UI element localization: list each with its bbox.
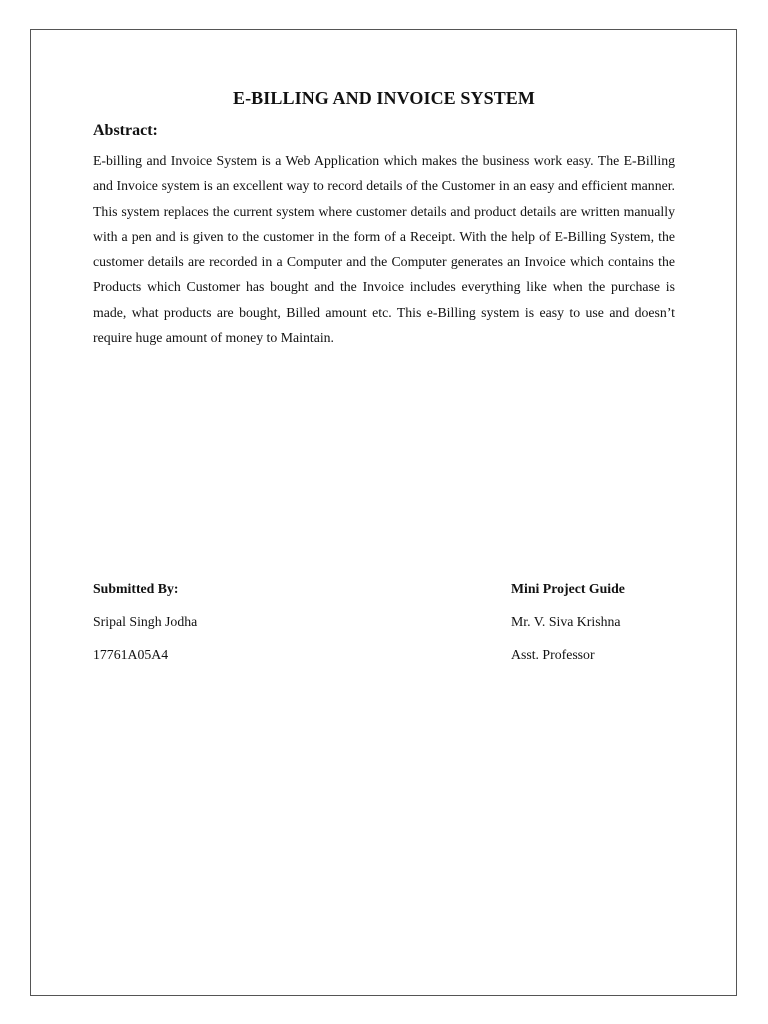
submitted-by-block bbox=[93, 578, 197, 677]
roll-number: 17761A05A4 bbox=[93, 647, 169, 662]
submitted-by-heading: Submitted By: bbox=[93, 581, 179, 596]
guide-designation: Asst. Professor bbox=[511, 647, 595, 662]
guide-name: Mr. V. Siva Krishna bbox=[511, 614, 621, 629]
abstract-paragraph: E-billing and Invoice System is a Web Application which makes the business work easy. The E-Billing and Invoice system is an excellent way to record details of the Customer in an easy and efficient manner. This system replaces the current system where customer details and product details are written manually with a pen and is given to the customer in the form of a Receipt. With the help of E-Billing System, the customer details are recorded in a Computer and the Computer generates an Invoice which contains the Products which Customer has bought and the Invoice includes everything like when the purchase is made, what products are bought, Billed amount etc. This e-Billing system is easy to use and doesn’t require huge amount of money to Maintain. bbox=[93, 153, 675, 346]
student-name: Sripal Singh Jodha bbox=[93, 614, 198, 629]
guide-heading: Mini Project Guide bbox=[511, 581, 625, 596]
document-title: E-BILLING AND INVOICE SYSTEM bbox=[232, 88, 535, 108]
project-guide-block bbox=[511, 578, 625, 677]
abstract-heading: Abstract: bbox=[93, 122, 158, 139]
